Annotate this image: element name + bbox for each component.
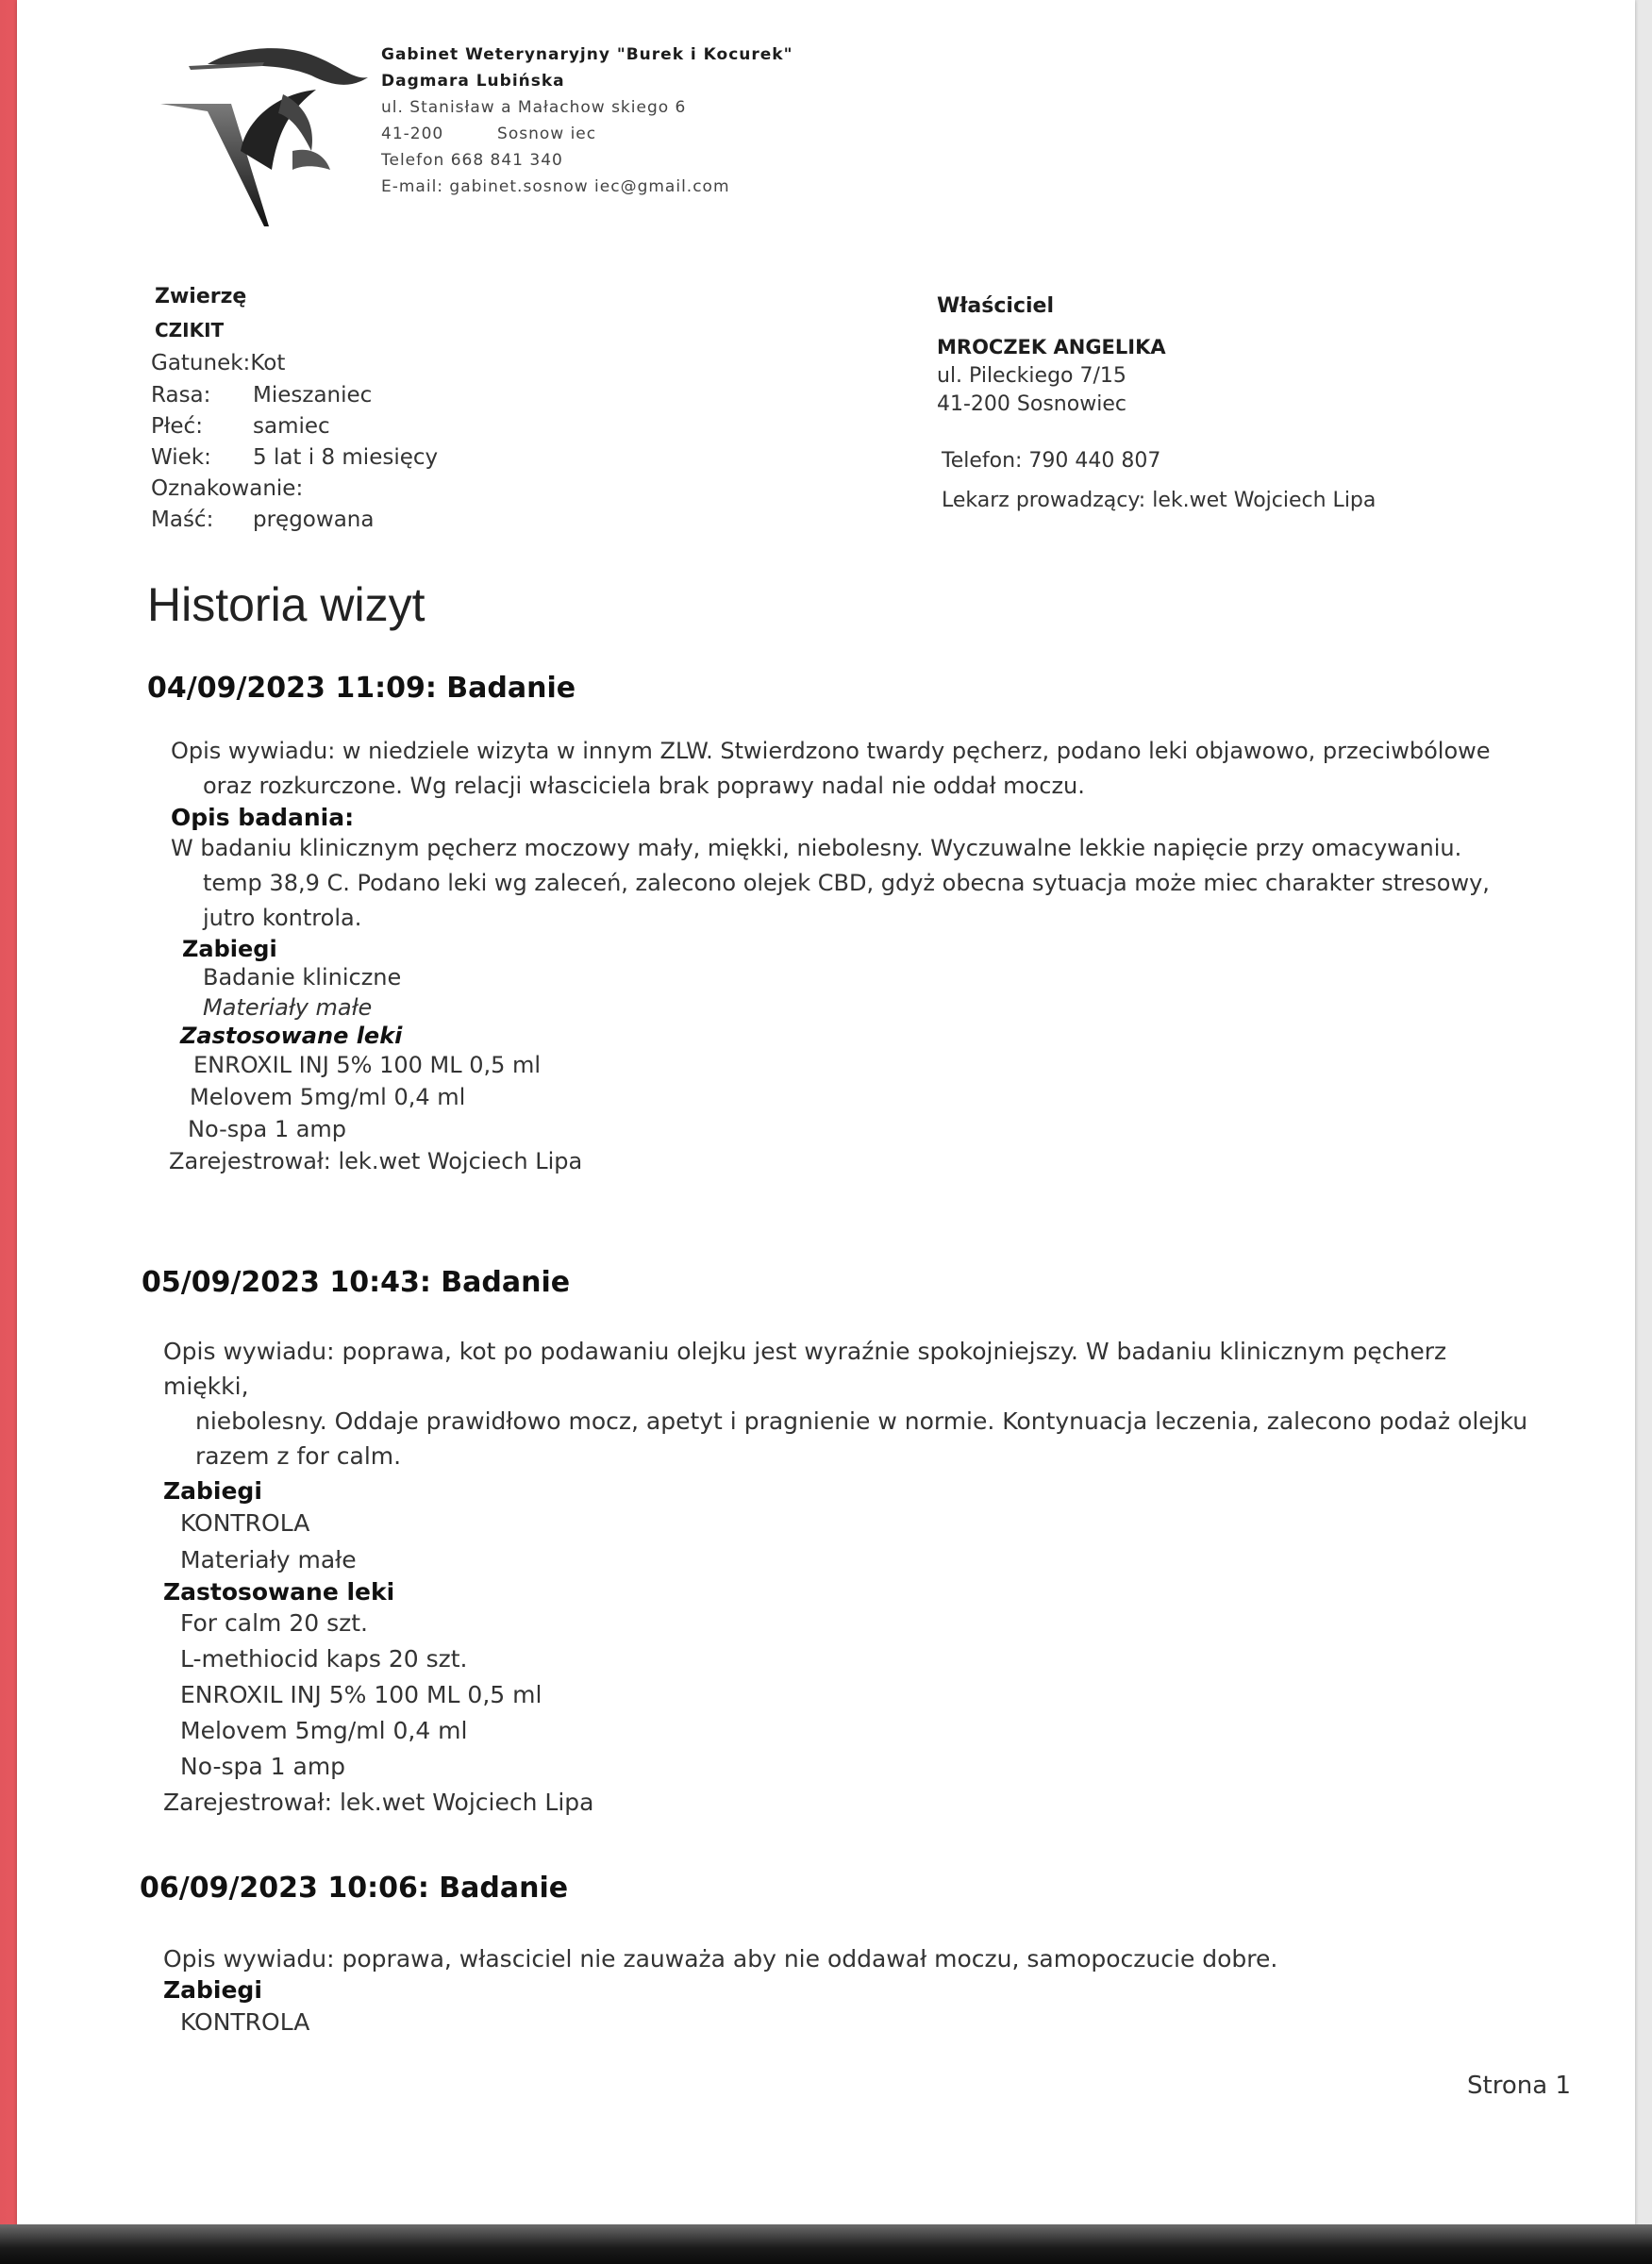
clinic-postal-city bbox=[381, 121, 793, 147]
animal-name: CZIKIT bbox=[155, 319, 225, 341]
visit-3-body bbox=[163, 1941, 1531, 2041]
visit-1-interview-line-2: oraz rozkurczone. Wg relacji własciciela brak poprawy nadal nie oddał moczu. bbox=[203, 773, 1085, 799]
owner-heading: Właściciel bbox=[937, 294, 1054, 318]
clinic-email: E-mail: gabinet.sosnow iec@gmail.com bbox=[381, 177, 730, 196]
visit-2-interview-line-3: razem z for calm. bbox=[195, 1442, 402, 1470]
visit-2-drug-1: For calm 20 szt. bbox=[180, 1609, 368, 1637]
clinic-letterhead bbox=[381, 42, 793, 200]
owner-city: 41-200 Sosnowiec bbox=[937, 392, 1126, 416]
age-label: Wiek: bbox=[151, 445, 211, 470]
color-value: pręgowana bbox=[253, 508, 375, 532]
visit-2-drug-3: ENROXIL INJ 5% 100 ML 0,5 ml bbox=[180, 1681, 542, 1708]
age-value: 5 lat i 8 miesięcy bbox=[253, 445, 439, 470]
visit-2-drugs-heading: Zastosowane leki bbox=[163, 1578, 395, 1606]
visit-2-procedure-2: Materiały małe bbox=[180, 1546, 357, 1573]
visit-1-drugs-heading: Zastosowane leki bbox=[180, 1023, 403, 1049]
color-label: Maść: bbox=[151, 508, 214, 532]
clinic-phone: Telefon 668 841 340 bbox=[381, 151, 563, 170]
desk-edge-bottom bbox=[0, 2224, 1652, 2264]
visit-1-exam-line-1: W badaniu klinicznym pęcherz moczowy mały, miękki, niebolesny. Wyczuwalne lekkie napięcie przy omacywaniu. bbox=[171, 835, 1462, 861]
visit-1-exam-line-2: temp 38,9 C. Podano leki wg zaleceń, zalecono olejek CBD, gdyż obecna sytuacja może miec charakter stresowy, bbox=[203, 870, 1490, 896]
visit-1-exam-line-3: jutro kontrola. bbox=[203, 905, 362, 931]
visit-1-interview bbox=[171, 734, 1539, 804]
sex-label: Płeć: bbox=[151, 414, 203, 439]
species-value: Kot bbox=[250, 351, 286, 375]
visit-1-interview-line-1: Opis wywiadu: w niedziele wizyta w innym ZLW. Stwierdzono twardy pęcherz, podano leki objawowo, przeciwbólowe bbox=[171, 738, 1491, 764]
visit-2-drug-2: L-methiocid kaps 20 szt. bbox=[180, 1645, 468, 1673]
sex-value: samiec bbox=[253, 414, 330, 439]
owner-vet-row bbox=[942, 489, 1376, 512]
visit-2-title: 05/09/2023 10:43: Badanie bbox=[142, 1266, 571, 1299]
visit-2-interview bbox=[163, 1334, 1531, 1473]
visit-2-body bbox=[163, 1334, 1531, 1821]
animal-sex-row bbox=[151, 414, 330, 439]
clinic-owner: Dagmara Lubińska bbox=[381, 72, 565, 91]
visit-2-drug-5: No-spa 1 amp bbox=[180, 1753, 346, 1780]
visit-3-title: 06/09/2023 10:06: Badanie bbox=[140, 1872, 569, 1905]
visit-2-procedures-heading: Zabiegi bbox=[163, 1477, 262, 1505]
visit-1-drug-2: Melovem 5mg/ml 0,4 ml bbox=[190, 1084, 466, 1110]
visit-3-procedures-heading: Zabiegi bbox=[163, 1976, 262, 2004]
visit-2-drug-4: Melovem 5mg/ml 0,4 ml bbox=[180, 1717, 468, 1744]
animal-color-row bbox=[151, 508, 374, 532]
history-title: Historia wizyt bbox=[147, 578, 426, 631]
clinic-city: Sosnow iec bbox=[497, 125, 597, 143]
visit-2-interview-line-2: niebolesny. Oddaje prawidłowo mocz, apetyt i pragnienie w normie. Kontynuacja leczenia, zalecono podaż olejku bbox=[195, 1407, 1528, 1435]
clinic-street: ul. Stanisław a Małachow skiego 6 bbox=[381, 98, 687, 117]
breed-value: Mieszaniec bbox=[253, 383, 373, 408]
page-number: Strona 1 bbox=[1467, 2072, 1571, 2100]
animal-marking-row bbox=[151, 476, 303, 501]
animal-breed-row bbox=[151, 383, 372, 408]
marking-label: Oznakowanie: bbox=[151, 476, 304, 501]
animal-age-row bbox=[151, 445, 438, 470]
visit-1-procedures-heading: Zabiegi bbox=[182, 936, 277, 962]
document-page bbox=[17, 0, 1635, 2226]
owner-name: MROCZEK ANGELIKA bbox=[937, 336, 1166, 358]
visit-3-interview: Opis wywiadu: poprawa, własciciel nie zauważa aby nie oddawał moczu, samopoczucie dobre. bbox=[163, 1945, 1278, 1973]
clinic-postal: 41-200 bbox=[381, 125, 444, 143]
visit-1-exam-heading: Opis badania: bbox=[171, 804, 355, 831]
visit-1-procedure-2: Materiały małe bbox=[203, 994, 373, 1021]
clinic-name: Gabinet Weterynaryjny "Burek i Kocurek" bbox=[381, 45, 793, 64]
owner-phone: Telefon: 790 440 807 bbox=[942, 449, 1161, 473]
animal-heading: Zwierzę bbox=[155, 285, 247, 308]
clinic-logo-icon bbox=[151, 38, 377, 236]
visit-2-interview-line-1: Opis wywiadu: poprawa, kot po podawaniu olejku jest wyraźnie spokojniejszy. W badaniu klinicznym pęcherz miękki, bbox=[163, 1338, 1447, 1400]
vet-value: lek.wet Wojciech Lipa bbox=[1152, 489, 1377, 512]
visit-1-registered: Zarejestrował: lek.wet Wojciech Lipa bbox=[169, 1148, 583, 1174]
visit-2-procedure-1: KONTROLA bbox=[180, 1509, 310, 1537]
visit-1-procedure-1: Badanie kliniczne bbox=[203, 964, 402, 990]
visit-3-procedure-1: KONTROLA bbox=[180, 2008, 310, 2036]
visit-1-exam bbox=[171, 831, 1539, 936]
vet-label: Lekarz prowadzący: bbox=[942, 489, 1146, 512]
owner-street: ul. Pileckiego 7/15 bbox=[937, 364, 1126, 388]
visit-1-drug-1: ENROXIL INJ 5% 100 ML 0,5 ml bbox=[193, 1052, 542, 1078]
animal-species-row bbox=[151, 351, 285, 375]
visit-1-body bbox=[171, 734, 1539, 1177]
species-label: Gatunek: bbox=[151, 351, 251, 375]
visit-2-registered: Zarejestrował: lek.wet Wojciech Lipa bbox=[163, 1789, 594, 1816]
visit-1-drug-3: No-spa 1 amp bbox=[188, 1116, 347, 1142]
visit-1-title: 04/09/2023 11:09: Badanie bbox=[147, 672, 576, 705]
breed-label: Rasa: bbox=[151, 383, 211, 408]
